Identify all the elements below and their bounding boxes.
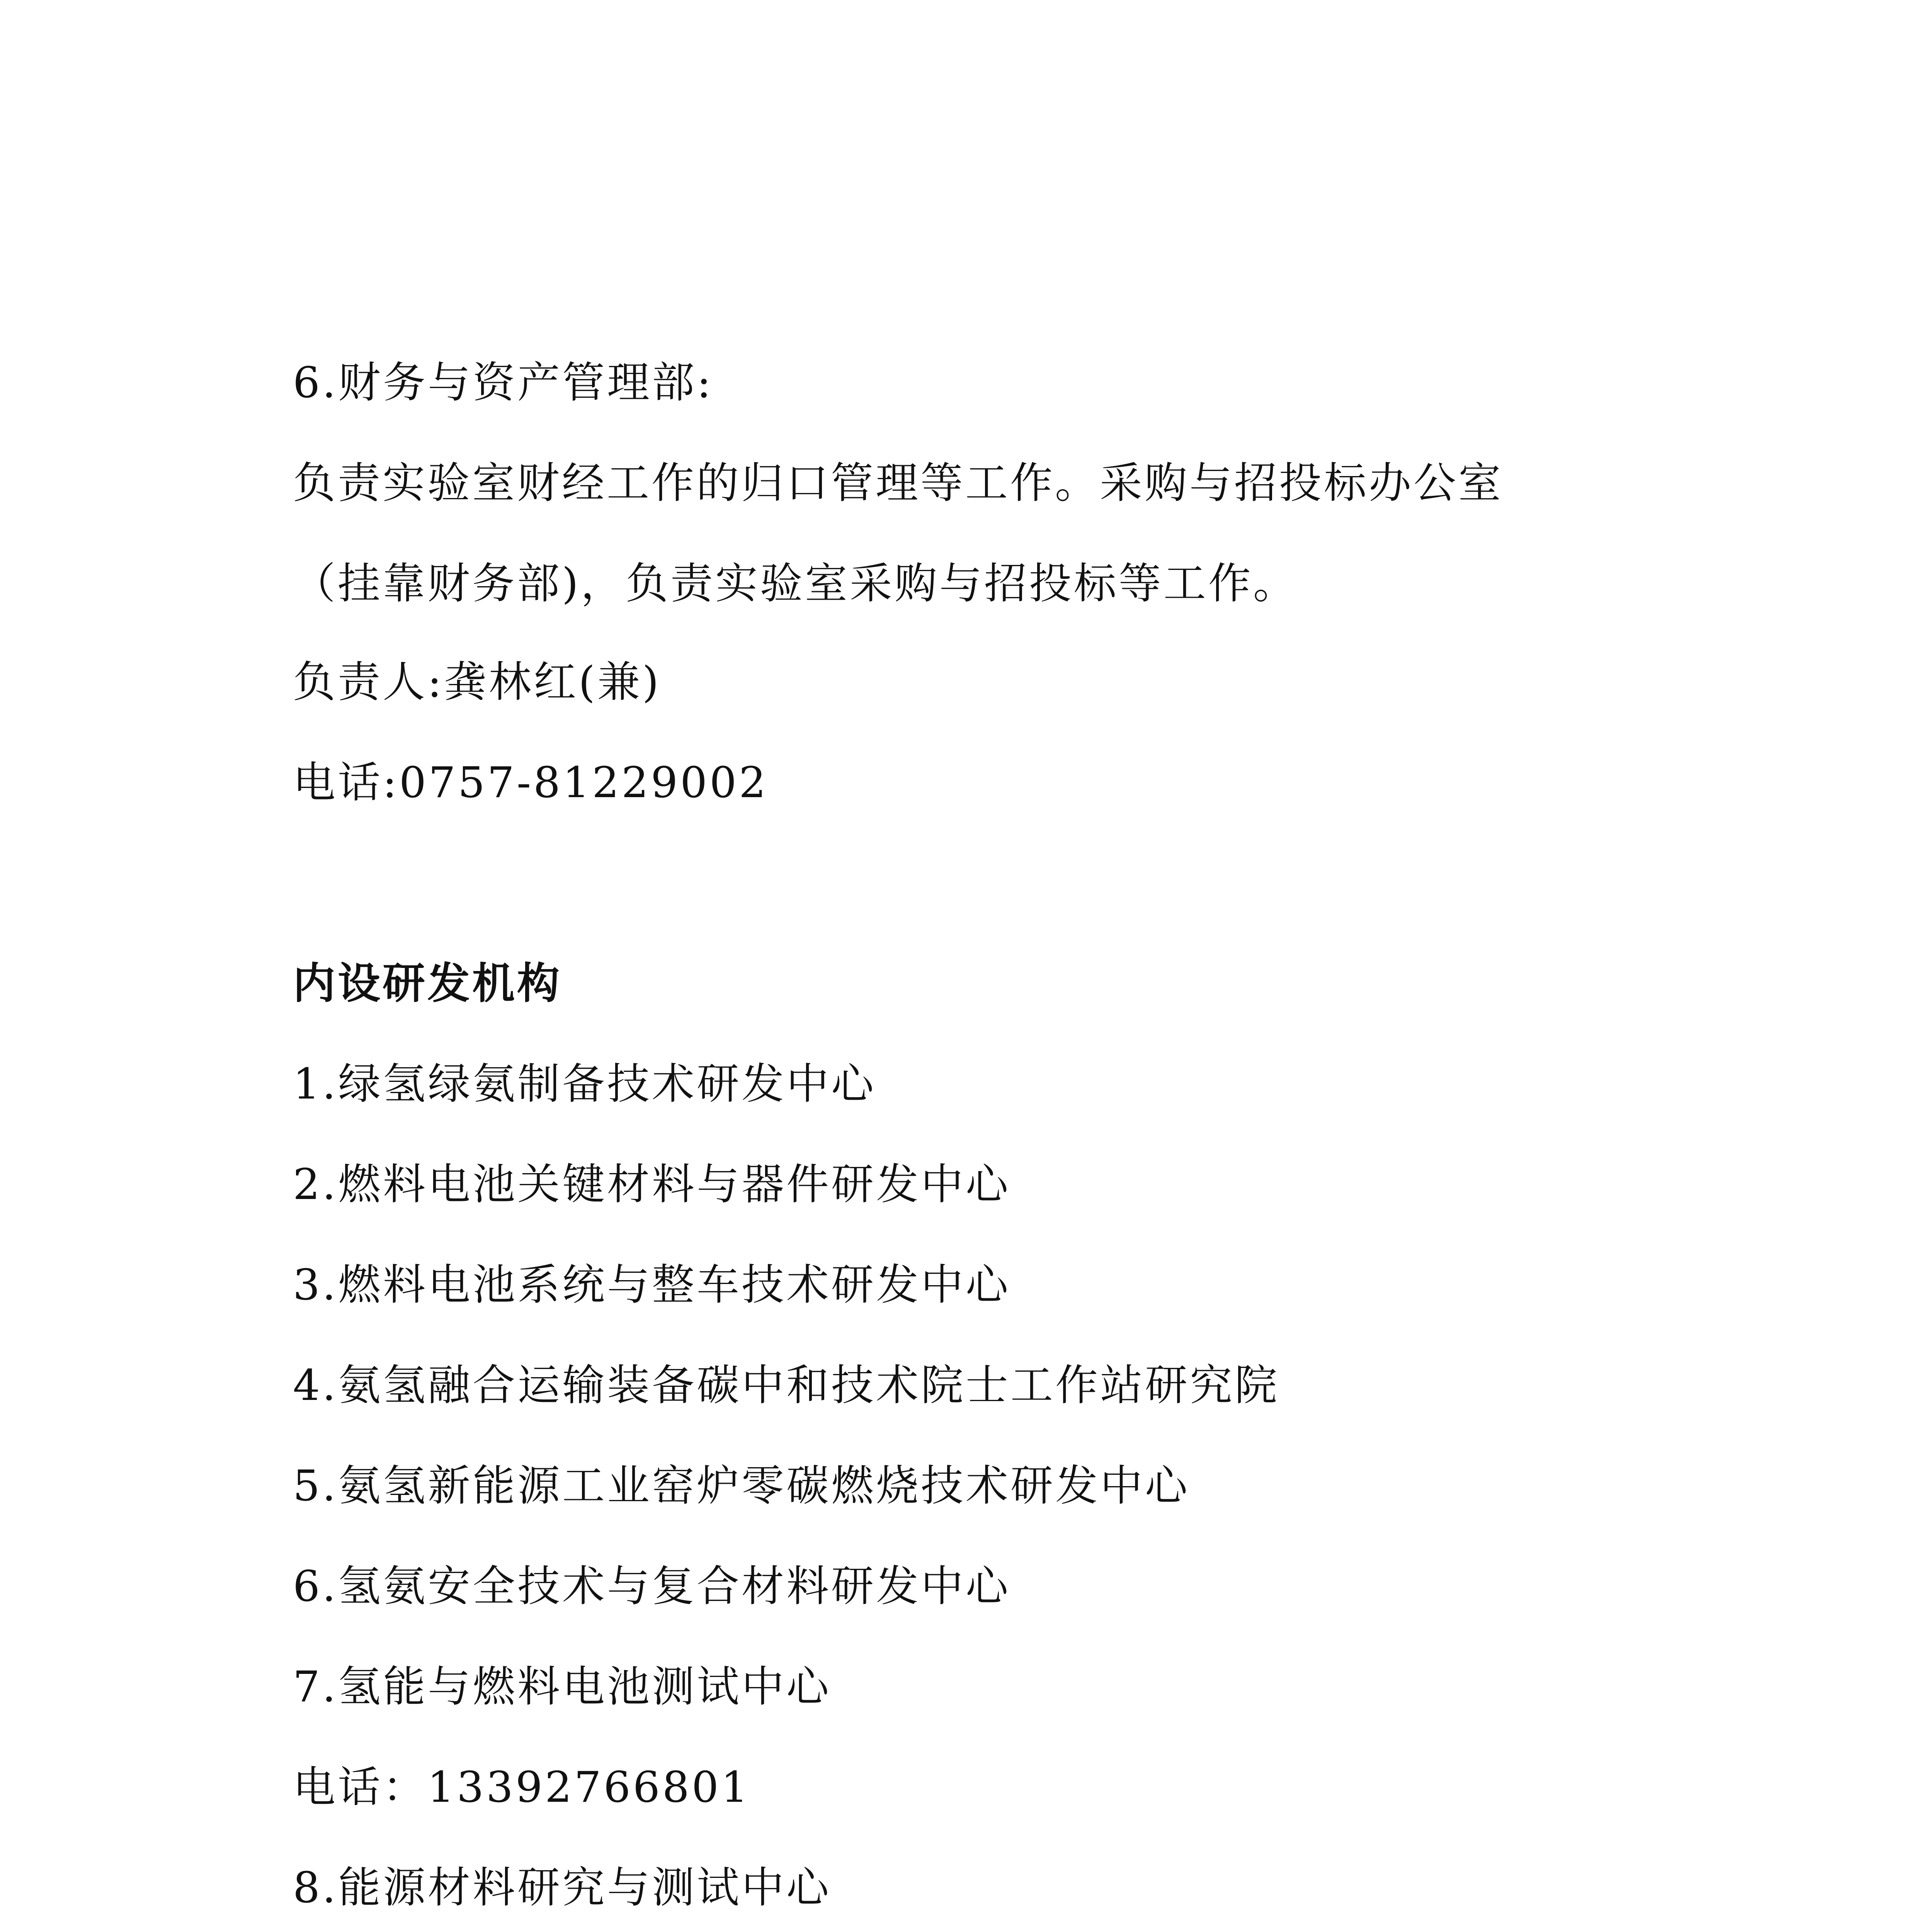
rd-item-5: 5.氨氢新能源工业窑炉零碳燃烧技术研发中心 (293, 1461, 1190, 1510)
rd-item-4: 4.氨氢融合运输装备碳中和技术院士工作站研究院 (293, 1361, 1279, 1410)
rd-item-2: 2.燃料电池关键材料与器件研发中心 (293, 1160, 1010, 1209)
finance-dept-description-line2: （挂靠财务部)，负责实验室采购与招投标等工作。 (293, 559, 1298, 608)
finance-dept-title: 6.财务与资产管理部: (293, 358, 714, 407)
rd-item-3: 3.燃料电池系统与整车技术研发中心 (293, 1260, 1010, 1310)
rd-section-heading: 内设研发机构 (293, 959, 562, 1008)
rd-item-8: 8.能源材料研究与测试中心 (293, 1863, 831, 1912)
rd-item-6: 6.氢氨安全技术与复合材料研发中心 (293, 1561, 1010, 1611)
finance-dept-person: 负责人:龚林红(兼) (293, 657, 661, 707)
rd-item-1: 1.绿氢绿氨制备技术研发中心 (293, 1059, 876, 1109)
finance-dept-phone: 电话:0757-81229002 (293, 758, 769, 807)
finance-dept-description-line1: 负责实验室财经工作的归口管理等工作。采购与招投标办公室 (293, 458, 1503, 508)
rd-item-7-phone: 电话：13392766801 (293, 1762, 750, 1812)
rd-item-7: 7.氢能与燃料电池测试中心 (293, 1662, 831, 1711)
